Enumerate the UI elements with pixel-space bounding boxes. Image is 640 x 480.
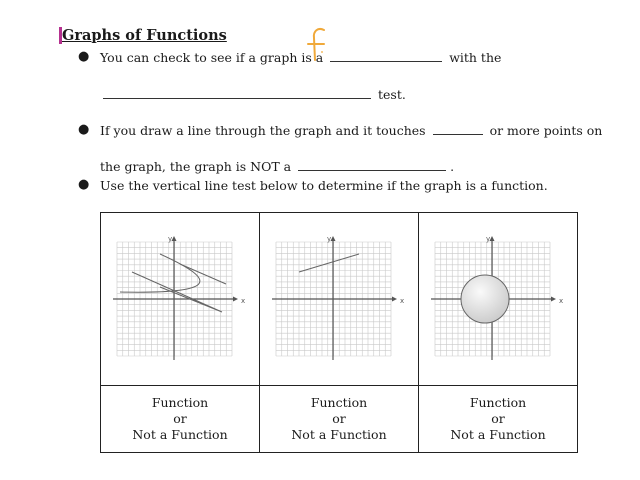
answer-blank-function-word[interactable] xyxy=(298,160,446,171)
instruction-text: Use the vertical line test below to determine if the graph is a function. xyxy=(100,178,548,193)
option-not-function[interactable]: Not a Function xyxy=(450,427,546,442)
instruction-line-4 xyxy=(100,159,454,174)
y-axis-arrow-icon xyxy=(331,236,336,241)
option-function[interactable]: Function xyxy=(469,395,527,410)
y-axis-arrow-icon xyxy=(172,236,177,241)
graph-cell-2 xyxy=(260,213,419,386)
option-function[interactable]: Function xyxy=(151,395,209,410)
instruction-text: test. xyxy=(377,87,406,102)
y-axis-label: y xyxy=(168,235,173,243)
x-axis-label: x xyxy=(559,297,564,305)
choice-row xyxy=(101,386,578,453)
answer-blank-count[interactable] xyxy=(433,124,483,135)
graph-1-crossing-lines xyxy=(110,234,250,364)
choice-cell-3[interactable] xyxy=(419,386,578,453)
option-connector: or xyxy=(173,411,187,426)
y-axis-label: y xyxy=(486,235,491,243)
instruction-text: with the xyxy=(449,50,502,65)
option-function[interactable]: Function xyxy=(310,395,368,410)
page-title: Graphs of Functions xyxy=(62,27,227,44)
option-connector: or xyxy=(332,411,346,426)
y-axis-label: y xyxy=(327,235,332,243)
graph-2-line-segment xyxy=(269,234,409,364)
x-axis-arrow-icon xyxy=(551,297,556,302)
instruction-line-2 xyxy=(103,87,406,102)
bullet-icon: ● xyxy=(78,122,90,137)
answer-blank-function[interactable] xyxy=(330,51,442,62)
x-axis-label: x xyxy=(400,297,405,305)
x-axis-arrow-icon xyxy=(233,297,238,302)
answer-blank-test-name[interactable] xyxy=(103,88,371,99)
option-not-function[interactable]: Not a Function xyxy=(291,427,387,442)
x-axis-arrow-icon xyxy=(392,297,397,302)
instruction-text: You can check to see if a graph is a xyxy=(100,50,324,65)
bullet-icon: ● xyxy=(78,49,90,64)
option-connector: or xyxy=(491,411,505,426)
choice-cell-1[interactable] xyxy=(101,386,260,453)
y-axis-arrow-icon xyxy=(490,236,495,241)
choice-cell-2[interactable] xyxy=(260,386,419,453)
option-not-function[interactable]: Not a Function xyxy=(132,427,228,442)
instruction-line-3 xyxy=(100,123,602,138)
graph-row xyxy=(101,213,578,386)
instruction-text: . xyxy=(450,159,455,174)
x-axis-label: x xyxy=(241,297,246,305)
instruction-line-5 xyxy=(100,178,548,193)
instruction-line-1 xyxy=(100,50,501,65)
instruction-text: the graph, the graph is NOT a xyxy=(100,159,292,174)
instruction-text: or more points on xyxy=(489,123,603,138)
graph-cell-3 xyxy=(419,213,578,386)
bullet-icon: ● xyxy=(78,177,90,192)
instruction-text: If you draw a line through the graph and it touches xyxy=(100,123,426,138)
graph-3-circle xyxy=(428,234,568,364)
graph-cell-1 xyxy=(101,213,260,386)
vertical-line-test-table xyxy=(100,212,578,453)
